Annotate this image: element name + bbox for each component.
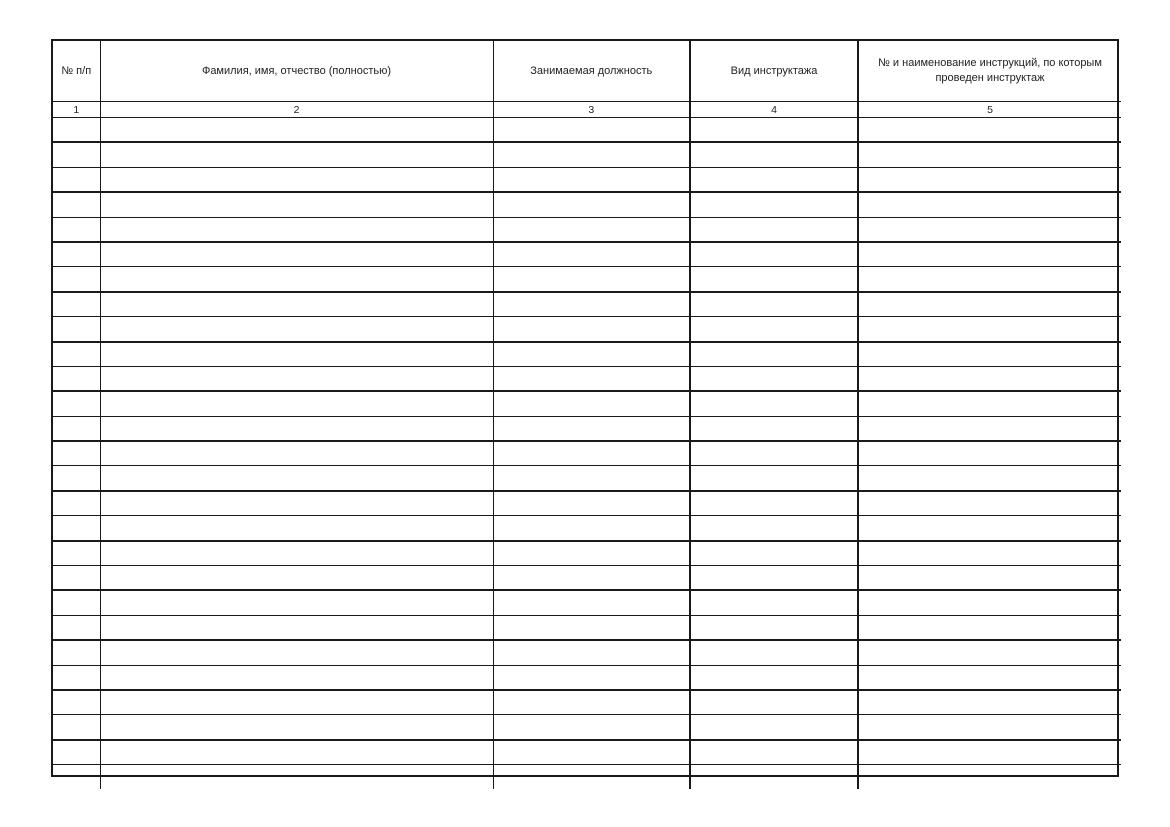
table-row xyxy=(53,292,1121,317)
cell-full-name[interactable] xyxy=(100,615,493,640)
cell-briefing-type[interactable] xyxy=(690,416,858,441)
cell-instructions[interactable] xyxy=(858,566,1121,591)
table-header-row xyxy=(53,41,1121,102)
cell-row-number[interactable] xyxy=(53,665,100,690)
cell-full-name[interactable] xyxy=(100,715,493,740)
cell-briefing-type[interactable] xyxy=(690,466,858,491)
cell-briefing-type[interactable] xyxy=(690,765,858,789)
cell-briefing-type[interactable] xyxy=(690,192,858,217)
cell-row-number[interactable] xyxy=(53,690,100,715)
cell-instructions[interactable] xyxy=(858,690,1121,715)
header-instructions: № и наименование инструкций, по которым проведен инструктаж xyxy=(858,41,1121,102)
cell-position[interactable] xyxy=(493,590,690,615)
cell-instructions[interactable] xyxy=(858,466,1121,491)
cell-instructions[interactable] xyxy=(858,590,1121,615)
cell-full-name[interactable] xyxy=(100,690,493,715)
cell-full-name[interactable] xyxy=(100,242,493,267)
cell-briefing-type[interactable] xyxy=(690,541,858,566)
column-number: 2 xyxy=(100,102,493,118)
cell-briefing-type[interactable] xyxy=(690,516,858,541)
cell-briefing-type[interactable] xyxy=(690,441,858,466)
cell-instructions[interactable] xyxy=(858,615,1121,640)
table-row xyxy=(53,615,1121,640)
column-number-row xyxy=(53,102,1121,118)
cell-instructions[interactable] xyxy=(858,391,1121,416)
cell-full-name[interactable] xyxy=(100,416,493,441)
cell-full-name[interactable] xyxy=(100,491,493,516)
cell-instructions[interactable] xyxy=(858,740,1121,765)
cell-instructions[interactable] xyxy=(858,516,1121,541)
cell-position[interactable] xyxy=(493,441,690,466)
cell-row-number[interactable] xyxy=(53,217,100,242)
cell-row-number[interactable] xyxy=(53,317,100,342)
cell-instructions[interactable] xyxy=(858,167,1121,192)
cell-row-number[interactable] xyxy=(53,292,100,317)
cell-full-name[interactable] xyxy=(100,541,493,566)
cell-row-number[interactable] xyxy=(53,740,100,765)
cell-full-name[interactable] xyxy=(100,167,493,192)
cell-position[interactable] xyxy=(493,142,690,167)
cell-position[interactable] xyxy=(493,466,690,491)
table-row xyxy=(53,541,1121,566)
cell-briefing-type[interactable] xyxy=(690,292,858,317)
cell-position[interactable] xyxy=(493,740,690,765)
table-row xyxy=(53,665,1121,690)
column-number: 4 xyxy=(690,102,858,118)
cell-full-name[interactable] xyxy=(100,516,493,541)
table-row xyxy=(53,142,1121,167)
cell-briefing-type[interactable] xyxy=(690,640,858,665)
cell-position[interactable] xyxy=(493,391,690,416)
cell-instructions[interactable] xyxy=(858,715,1121,740)
table-row xyxy=(53,192,1121,217)
cell-full-name[interactable] xyxy=(100,267,493,292)
cell-row-number[interactable] xyxy=(53,267,100,292)
cell-row-number[interactable] xyxy=(53,142,100,167)
cell-instructions[interactable] xyxy=(858,267,1121,292)
table-row xyxy=(53,740,1121,765)
cell-instructions[interactable] xyxy=(858,416,1121,441)
cell-position[interactable] xyxy=(493,615,690,640)
cell-briefing-type[interactable] xyxy=(690,491,858,516)
cell-row-number[interactable] xyxy=(53,615,100,640)
cell-position[interactable] xyxy=(493,267,690,292)
cell-briefing-type[interactable] xyxy=(690,566,858,591)
cell-row-number[interactable] xyxy=(53,765,100,789)
cell-row-number[interactable] xyxy=(53,342,100,367)
cell-instructions[interactable] xyxy=(858,317,1121,342)
cell-full-name[interactable] xyxy=(100,466,493,491)
cell-full-name[interactable] xyxy=(100,292,493,317)
cell-position[interactable] xyxy=(493,192,690,217)
table-row xyxy=(53,217,1121,242)
cell-full-name[interactable] xyxy=(100,590,493,615)
header-full-name: Фамилия, имя, отчество (полностью) xyxy=(100,41,493,102)
cell-position[interactable] xyxy=(493,665,690,690)
cell-full-name[interactable] xyxy=(100,217,493,242)
cell-instructions[interactable] xyxy=(858,640,1121,665)
cell-position[interactable] xyxy=(493,416,690,441)
cell-full-name[interactable] xyxy=(100,740,493,765)
cell-briefing-type[interactable] xyxy=(690,118,858,143)
cell-position[interactable] xyxy=(493,366,690,391)
cell-row-number[interactable] xyxy=(53,416,100,441)
cell-position[interactable] xyxy=(493,566,690,591)
table-row xyxy=(53,590,1121,615)
cell-full-name[interactable] xyxy=(100,366,493,391)
table-row xyxy=(53,391,1121,416)
cell-position[interactable] xyxy=(493,317,690,342)
cell-row-number[interactable] xyxy=(53,391,100,416)
cell-position[interactable] xyxy=(493,640,690,665)
cell-briefing-type[interactable] xyxy=(690,590,858,615)
cell-briefing-type[interactable] xyxy=(690,167,858,192)
cell-instructions[interactable] xyxy=(858,366,1121,391)
cell-instructions[interactable] xyxy=(858,765,1121,789)
cell-full-name[interactable] xyxy=(100,142,493,167)
cell-instructions[interactable] xyxy=(858,342,1121,367)
table-row xyxy=(53,516,1121,541)
cell-briefing-type[interactable] xyxy=(690,317,858,342)
cell-full-name[interactable] xyxy=(100,765,493,789)
table-row xyxy=(53,242,1121,267)
cell-briefing-type[interactable] xyxy=(690,715,858,740)
table-row xyxy=(53,566,1121,591)
cell-position[interactable] xyxy=(493,217,690,242)
table-row xyxy=(53,765,1121,789)
cell-full-name[interactable] xyxy=(100,342,493,367)
cell-position[interactable] xyxy=(493,516,690,541)
table-row xyxy=(53,366,1121,391)
header-position: Занимаемая должность xyxy=(493,41,690,102)
cell-row-number[interactable] xyxy=(53,441,100,466)
cell-row-number[interactable] xyxy=(53,491,100,516)
cell-row-number[interactable] xyxy=(53,566,100,591)
cell-instructions[interactable] xyxy=(858,292,1121,317)
header-briefing-type: Вид инструктажа xyxy=(690,41,858,102)
cell-position[interactable] xyxy=(493,715,690,740)
cell-row-number[interactable] xyxy=(53,640,100,665)
cell-full-name[interactable] xyxy=(100,317,493,342)
cell-row-number[interactable] xyxy=(53,192,100,217)
cell-instructions[interactable] xyxy=(858,217,1121,242)
cell-briefing-type[interactable] xyxy=(690,217,858,242)
cell-position[interactable] xyxy=(493,491,690,516)
table-row xyxy=(53,441,1121,466)
cell-briefing-type[interactable] xyxy=(690,267,858,292)
table-row xyxy=(53,715,1121,740)
cell-instructions[interactable] xyxy=(858,665,1121,690)
cell-briefing-type[interactable] xyxy=(690,142,858,167)
cell-briefing-type[interactable] xyxy=(690,690,858,715)
cell-full-name[interactable] xyxy=(100,192,493,217)
column-number: 3 xyxy=(493,102,690,118)
table-row xyxy=(53,690,1121,715)
cell-full-name[interactable] xyxy=(100,665,493,690)
cell-position[interactable] xyxy=(493,167,690,192)
table-row xyxy=(53,640,1121,665)
cell-position[interactable] xyxy=(493,292,690,317)
table-row xyxy=(53,118,1121,143)
cell-full-name[interactable] xyxy=(100,640,493,665)
cell-instructions[interactable] xyxy=(858,441,1121,466)
cell-position[interactable] xyxy=(493,242,690,267)
cell-row-number[interactable] xyxy=(53,516,100,541)
header-row-number: № п/п xyxy=(53,41,100,102)
cell-position[interactable] xyxy=(493,690,690,715)
cell-row-number[interactable] xyxy=(53,715,100,740)
column-number: 1 xyxy=(53,102,100,118)
cell-row-number[interactable] xyxy=(53,242,100,267)
cell-position[interactable] xyxy=(493,118,690,143)
cell-instructions[interactable] xyxy=(858,142,1121,167)
cell-row-number[interactable] xyxy=(53,366,100,391)
cell-briefing-type[interactable] xyxy=(690,740,858,765)
table-row xyxy=(53,466,1121,491)
cell-position[interactable] xyxy=(493,765,690,789)
cell-row-number[interactable] xyxy=(53,590,100,615)
cell-instructions[interactable] xyxy=(858,242,1121,267)
table-row xyxy=(53,491,1121,516)
cell-row-number[interactable] xyxy=(53,541,100,566)
cell-row-number[interactable] xyxy=(53,118,100,143)
cell-full-name[interactable] xyxy=(100,441,493,466)
cell-briefing-type[interactable] xyxy=(690,615,858,640)
cell-instructions[interactable] xyxy=(858,491,1121,516)
cell-briefing-type[interactable] xyxy=(690,242,858,267)
cell-briefing-type[interactable] xyxy=(690,366,858,391)
cell-position[interactable] xyxy=(493,342,690,367)
cell-instructions[interactable] xyxy=(858,118,1121,143)
cell-position[interactable] xyxy=(493,541,690,566)
table-row xyxy=(53,342,1121,367)
cell-instructions[interactable] xyxy=(858,541,1121,566)
briefing-journal-sheet xyxy=(51,39,1119,777)
table-row xyxy=(53,317,1121,342)
cell-full-name[interactable] xyxy=(100,566,493,591)
cell-row-number[interactable] xyxy=(53,466,100,491)
cell-briefing-type[interactable] xyxy=(690,342,858,367)
table-row xyxy=(53,267,1121,292)
column-number: 5 xyxy=(858,102,1121,118)
briefing-journal-table xyxy=(53,41,1121,789)
cell-briefing-type[interactable] xyxy=(690,665,858,690)
cell-briefing-type[interactable] xyxy=(690,391,858,416)
table-row xyxy=(53,167,1121,192)
cell-row-number[interactable] xyxy=(53,167,100,192)
cell-full-name[interactable] xyxy=(100,118,493,143)
table-row xyxy=(53,416,1121,441)
cell-full-name[interactable] xyxy=(100,391,493,416)
cell-instructions[interactable] xyxy=(858,192,1121,217)
